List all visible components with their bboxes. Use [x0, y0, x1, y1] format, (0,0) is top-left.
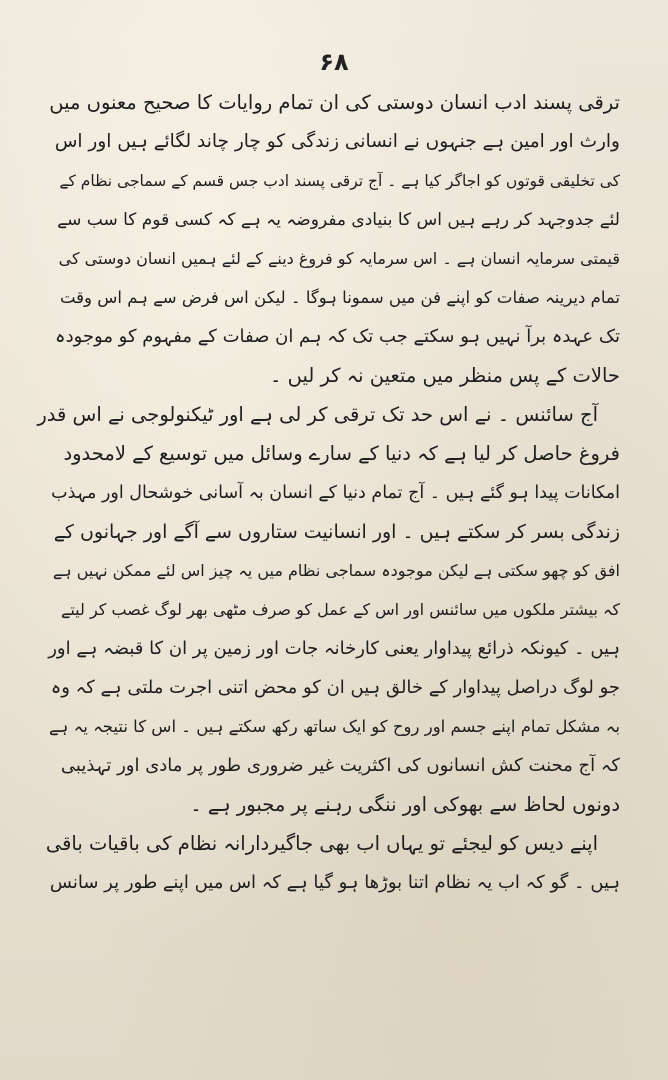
text-line: وارث اور امین ہے جنہوں نے انسانی زندگی کو چار چاند لگائے ہیں اور اس	[54, 131, 620, 152]
text-line: تک عہدہ برآ نہیں ہو سکتے جب تک کہ ہم ان صفات کے مفہوم کو موجودہ	[55, 326, 620, 347]
text-line: جو لوگ دراصل پیداوار کے خالق ہیں ان کو محض اتنی اجرت ملتی ہے کہ وہ	[50, 677, 620, 698]
text-line: ہیں ۔ کیونکہ ذرائع پیداوار یعنی کارخانہ جات اور زمین پر ان کا قبضہ ہے اور	[48, 638, 620, 659]
page-number: ۶۸	[319, 48, 349, 76]
text-line: اپنے دیس کو لیجئے تو یہاں اب بھی جاگیردارانہ نظام کی باقیات باقی	[45, 832, 598, 855]
text-line: امکانات پیدا ہو گئے ہیں ۔ آج تمام دنیا کے انسان بہ آسانی خوشحال اور مہذب	[51, 483, 620, 503]
text-line: ہیں ۔ گو کہ اب یہ نظام اتنا بوڑھا ہو گیا ہے کہ اس میں اپنے طور پر سانس	[49, 872, 620, 893]
text-line: قیمتی سرمایہ انسان ہے ۔ اس سرمایہ کو فروغ دینے کے لئے ہمیں انسان دوستی کی	[58, 249, 620, 268]
text-line: افق کو چھو سکتی ہے لیکن موجودہ سماجی نظام میں یہ چیز اس لئے ممکن نہیں ہے	[52, 561, 620, 580]
text-line: لئے جدوجہد کر رہے ہیں اس کا بنیادی مفروضہ یہ ہے کہ کسی قوم کا سب سے	[57, 210, 620, 230]
text-line: حالات کے پس منظر میں متعین نہ کر لیں ۔	[270, 364, 620, 387]
text-line: دونوں لحاظ سے بھوکی اور ننگی رہنے پر مجبور ہے ۔	[190, 793, 620, 816]
text-line: فروغ حاصل کر لیا ہے کہ دنیا کے سارے وسائل میں توسیع کے لامحدود	[63, 442, 620, 465]
text-line: بہ مشکل تمام اپنے جسم اور روح کو ایک ساتھ رکھ سکتے ہیں ۔ اس کا نتیجہ یہ ہے	[48, 717, 620, 736]
text-line: کہ آج محنت کش انسانوں کی اکثریت غیر ضروری طور پر مادی اور تہذیبی	[60, 755, 620, 776]
text-line: ترقی پسند ادب انسان دوستی کی ان تمام روایات کا صحیح معنوں میں	[49, 91, 620, 114]
text-line: کہ بیشتر ملکوں میں سائنس اور اس کے عمل کو صرف مٹھی بھر لوگ غصب کر لیتے	[60, 600, 620, 619]
text-line: زندگی بسر کر سکتے ہیں ۔ اور انسانیت ستاروں سے آگے اور جہانوں کے	[53, 521, 620, 543]
text-line: تمام دیرینہ صفات کو اپنے فن میں سمونا ہوگا ۔ لیکن اس فرض سے ہم اس وقت	[59, 288, 620, 307]
text-line: آج سائنس ۔ نے اس حد تک ترقی کر لی ہے اور ٹیکنولوجی نے اس قدر	[37, 403, 598, 426]
text-line: کی تخلیقی قوتوں کو اجاگر کیا ہے ۔ آج ترقی پسند ادب جس قسم کے سماجی نظام کے	[59, 172, 620, 190]
